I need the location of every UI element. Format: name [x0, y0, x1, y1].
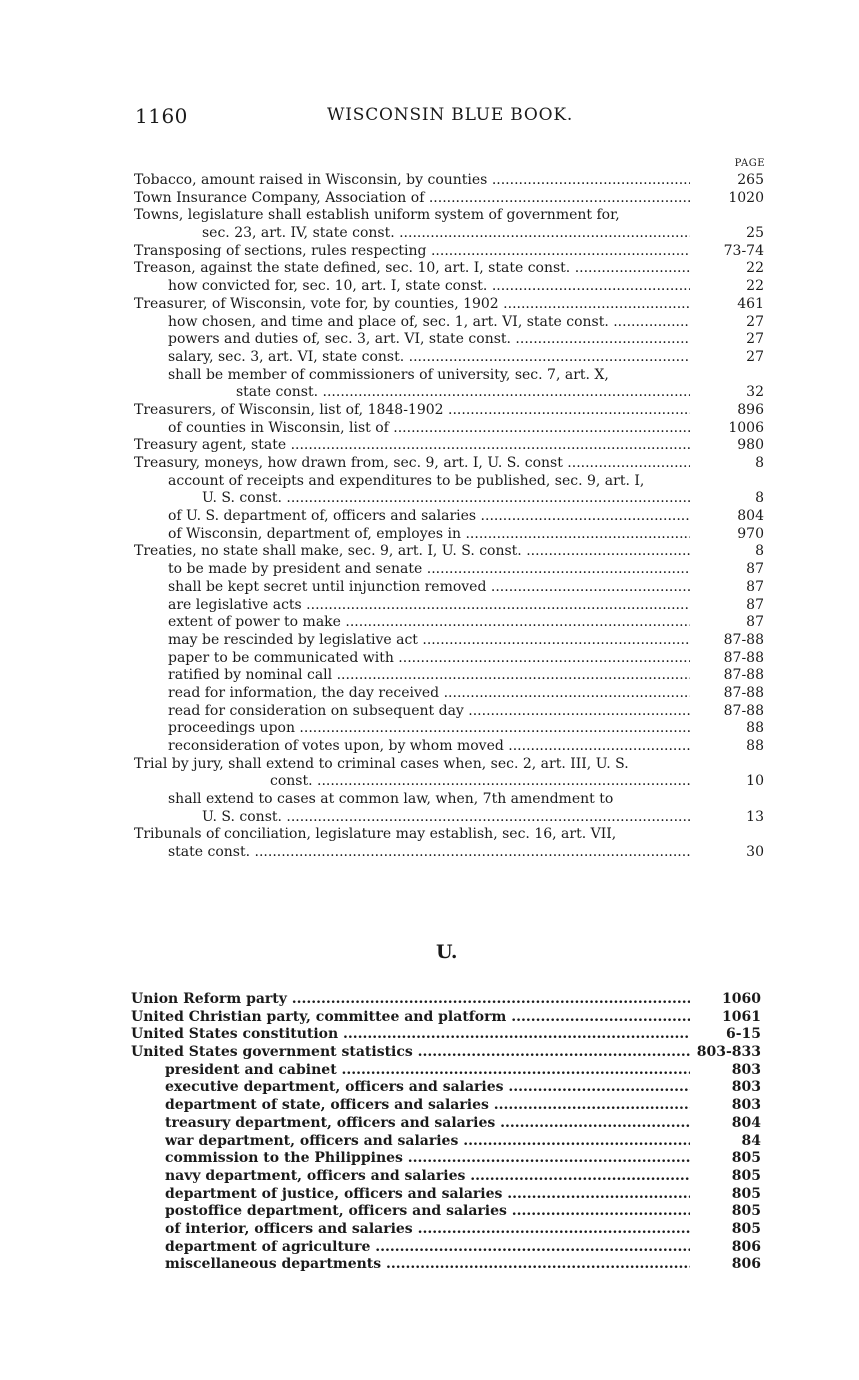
index-entry [0, 1203, 859, 1221]
index-entry [0, 402, 859, 420]
entry-page: 265 [737, 172, 764, 188]
index-section-t [0, 172, 859, 862]
entry-page: 84 [741, 1132, 761, 1149]
entry-text: proceedings upon ..... [168, 720, 690, 738]
index-entry [0, 172, 859, 190]
entry-text: Towns, legislature shall establish uniform system of government for, [134, 207, 620, 224]
entry-text: read for consideration on subsequent day ..... [168, 703, 690, 721]
entry-text: executive department, officers and salaries ..... [165, 1079, 690, 1097]
entry-text: const. ..... [270, 773, 690, 791]
index-entry [0, 1097, 859, 1115]
entry-text: U. S. const. ..... [202, 809, 690, 827]
running-title: WISCONSIN BLUE BOOK. [327, 105, 574, 125]
entry-text: president and cabinet ..... [165, 1062, 690, 1080]
index-entry [0, 1009, 859, 1027]
entry-text: how convicted for, sec. 10, art. I, state const. ..... [168, 278, 690, 296]
entry-page: 980 [737, 437, 764, 454]
entry-text: account of receipts and expenditures to be published, sec. 9, art. I, [168, 472, 645, 489]
entry-page: 803 [731, 1079, 761, 1096]
entry-text: state const. ..... [168, 844, 690, 862]
index-entry [0, 1256, 859, 1274]
entry-text: department of agriculture ..... [165, 1239, 690, 1257]
entry-text: of counties in Wisconsin, list of ..... [168, 420, 690, 438]
entry-text: paper to be communicated with ..... [168, 650, 690, 668]
entry-text: Town Insurance Company, Association of ..... [134, 190, 690, 208]
entry-text: Tribunals of conciliation, legislature may establish, sec. 16, art. VII, [134, 826, 617, 843]
entry-page: 25 [746, 225, 764, 242]
entry-page: 1061 [722, 1008, 761, 1025]
entry-text: reconsideration of votes upon, by whom moved ..... [168, 738, 690, 756]
index-entry [0, 991, 859, 1009]
entry-text: miscellaneous departments ..... [165, 1256, 690, 1274]
entry-page: 73-74 [723, 242, 764, 259]
index-entry [0, 844, 859, 862]
index-entry [0, 331, 859, 349]
entry-page: 8 [755, 543, 764, 560]
entry-text: read for information, the day received ..... [168, 685, 690, 703]
entry-text: United States constitution ..... [131, 1026, 690, 1044]
index-entry [0, 1079, 859, 1097]
index-entry [0, 420, 859, 438]
entry-page: 461 [737, 295, 764, 312]
index-entry [0, 384, 859, 402]
entry-page: 27 [746, 348, 764, 365]
index-entry [0, 1044, 859, 1062]
index-entry [0, 296, 859, 314]
entry-page: 88 [746, 738, 764, 754]
entry-page: 804 [731, 1114, 761, 1131]
entry-page: 803-833 [696, 1044, 761, 1061]
index-entry [0, 1168, 859, 1186]
entry-page: 805 [731, 1167, 761, 1184]
entry-text: of interior, officers and salaries ..... [165, 1221, 690, 1239]
entry-page: 896 [737, 401, 764, 418]
entry-text: of Wisconsin, department of, employes in ..... [168, 526, 690, 544]
index-entry [0, 225, 859, 243]
entry-page: 87-88 [723, 684, 764, 701]
index-entry [0, 455, 859, 473]
index-entry [0, 1221, 859, 1239]
entry-text: shall be kept secret until injunction removed ..... [168, 579, 690, 597]
index-entry [0, 260, 859, 278]
entry-page: 30 [746, 844, 764, 861]
index-entry [0, 632, 859, 650]
entry-page: 8 [755, 455, 764, 471]
entry-page: 806 [731, 1238, 761, 1255]
index-entry [0, 526, 859, 544]
index-entry [0, 1062, 859, 1080]
entry-text: powers and duties of, sec. 3, art. VI, state const. ..... [168, 331, 690, 349]
index-entry [0, 791, 859, 809]
index-entry [0, 1239, 859, 1257]
entry-text: extent of power to make ..... [168, 614, 690, 632]
index-entry [0, 1150, 859, 1168]
entry-text: United Christian party, committee and platform ..... [131, 1009, 690, 1027]
entry-page: 87 [746, 596, 764, 613]
entry-page: 804 [737, 508, 764, 525]
index-entry [0, 809, 859, 827]
entry-text: ratified by nominal call ..... [168, 667, 690, 685]
page-header [135, 104, 765, 130]
entry-page: 22 [746, 260, 764, 277]
entry-page: 970 [737, 525, 764, 542]
entry-page: 88 [746, 720, 764, 737]
entry-page: 805 [731, 1150, 761, 1167]
index-entry [0, 685, 859, 703]
index-entry [0, 437, 859, 455]
entry-text: United States government statistics ..... [131, 1044, 690, 1062]
index-entry [0, 738, 859, 756]
index-entry [0, 703, 859, 721]
index-entry [0, 543, 859, 561]
index-entry [0, 1133, 859, 1151]
entry-text: how chosen, and time and place of, sec. 1, art. VI, state const. ..... [168, 314, 690, 332]
entry-page: 6-15 [725, 1026, 761, 1043]
index-entry [0, 756, 859, 774]
entry-text: Tobacco, amount raised in Wisconsin, by counties ..... [134, 172, 690, 190]
index-entry [0, 207, 859, 225]
entry-text: Treasury agent, state ..... [134, 437, 690, 455]
index-entry [0, 473, 859, 491]
index-entry [0, 561, 859, 579]
index-entry [0, 614, 859, 632]
entry-page: 87 [746, 614, 764, 631]
entry-text: commission to the Philippines ..... [165, 1150, 690, 1168]
entry-page: 803 [731, 1097, 761, 1114]
entry-text: of U. S. department of, officers and salaries ..... [168, 508, 690, 526]
index-entry [0, 773, 859, 791]
entry-text: treasury department, officers and salaries ..... [165, 1115, 690, 1133]
entry-text: postoffice department, officers and salaries ..... [165, 1203, 690, 1221]
entry-page: 8 [755, 490, 764, 507]
entry-text: Treason, against the state defined, sec. 10, art. I, state const. ..... [134, 260, 690, 278]
index-entry [0, 278, 859, 296]
entry-page: 1020 [728, 189, 764, 206]
page-column-label: PAGE [734, 158, 765, 169]
index-entry [0, 826, 859, 844]
entry-page: 87-88 [723, 702, 764, 719]
entry-page: 87 [746, 578, 764, 595]
entry-page: 87-88 [723, 667, 764, 684]
entry-page: 32 [746, 384, 764, 401]
entry-page: 805 [731, 1203, 761, 1220]
entry-text: are legislative acts ..... [168, 597, 690, 615]
index-entry [0, 367, 859, 385]
entry-text: navy department, officers and salaries ..... [165, 1168, 690, 1186]
index-section-u [0, 991, 859, 1274]
index-entry [0, 597, 859, 615]
entry-text: sec. 23, art. IV, state const. ..... [202, 225, 690, 243]
page-number: 1160 [135, 104, 188, 128]
entry-page: 27 [746, 331, 764, 348]
entry-page: 27 [746, 313, 764, 330]
entry-text: Transposing of sections, rules respecting ..... [134, 243, 690, 261]
index-entry [0, 579, 859, 597]
index-entry [0, 349, 859, 367]
entry-text: shall extend to cases at common law, when, 7th amendment to [168, 791, 614, 808]
index-entry [0, 720, 859, 738]
entry-text: salary, sec. 3, art. VI, state const. ..... [168, 349, 690, 367]
entry-text: Treasurer, of Wisconsin, vote for, by counties, 1902 ..... [134, 296, 690, 314]
entry-page: 1006 [728, 419, 764, 436]
index-entry [0, 650, 859, 668]
entry-text: Trial by jury, shall extend to criminal cases when, sec. 2, art. III, U. S. [134, 755, 629, 772]
entry-page: 22 [746, 278, 764, 295]
index-entry [0, 667, 859, 685]
entry-page: 87-88 [723, 649, 764, 666]
entry-page: 1060 [722, 991, 761, 1007]
entry-text: U. S. const. ..... [202, 490, 690, 508]
entry-text: may be rescinded by legislative act ..... [168, 632, 690, 650]
index-entry [0, 1026, 859, 1044]
entry-text: Treasury, moneys, how drawn from, sec. 9, art. I, U. S. const ..... [134, 455, 690, 473]
entry-text: department of state, officers and salaries ..... [165, 1097, 690, 1115]
entry-text: shall be member of commissioners of university, sec. 7, art. X, [168, 366, 609, 383]
entry-text: Union Reform party ..... [131, 991, 690, 1009]
entry-page: 87-88 [723, 631, 764, 648]
entry-page: 805 [731, 1185, 761, 1202]
entry-page: 805 [731, 1220, 761, 1237]
section-letter-u: U. [436, 941, 458, 963]
entry-page: 87 [746, 561, 764, 578]
index-entry [0, 508, 859, 526]
entry-text: to be made by president and senate ..... [168, 561, 690, 579]
index-entry [0, 190, 859, 208]
index-entry [0, 243, 859, 261]
entry-text: Treaties, no state shall make, sec. 9, art. I, U. S. const. ..... [134, 543, 690, 561]
entry-page: 10 [746, 773, 764, 790]
index-entry [0, 314, 859, 332]
entry-page: 13 [746, 808, 764, 825]
entry-text: war department, officers and salaries ..... [165, 1133, 690, 1151]
index-entry [0, 490, 859, 508]
entry-page: 806 [731, 1256, 761, 1273]
entry-page: 803 [731, 1061, 761, 1078]
entry-text: state const. ..... [236, 384, 690, 402]
entry-text: department of justice, officers and salaries ..... [165, 1186, 690, 1204]
index-entry [0, 1115, 859, 1133]
entry-text: Treasurers, of Wisconsin, list of, 1848-1902 ..... [134, 402, 690, 420]
index-entry [0, 1186, 859, 1204]
